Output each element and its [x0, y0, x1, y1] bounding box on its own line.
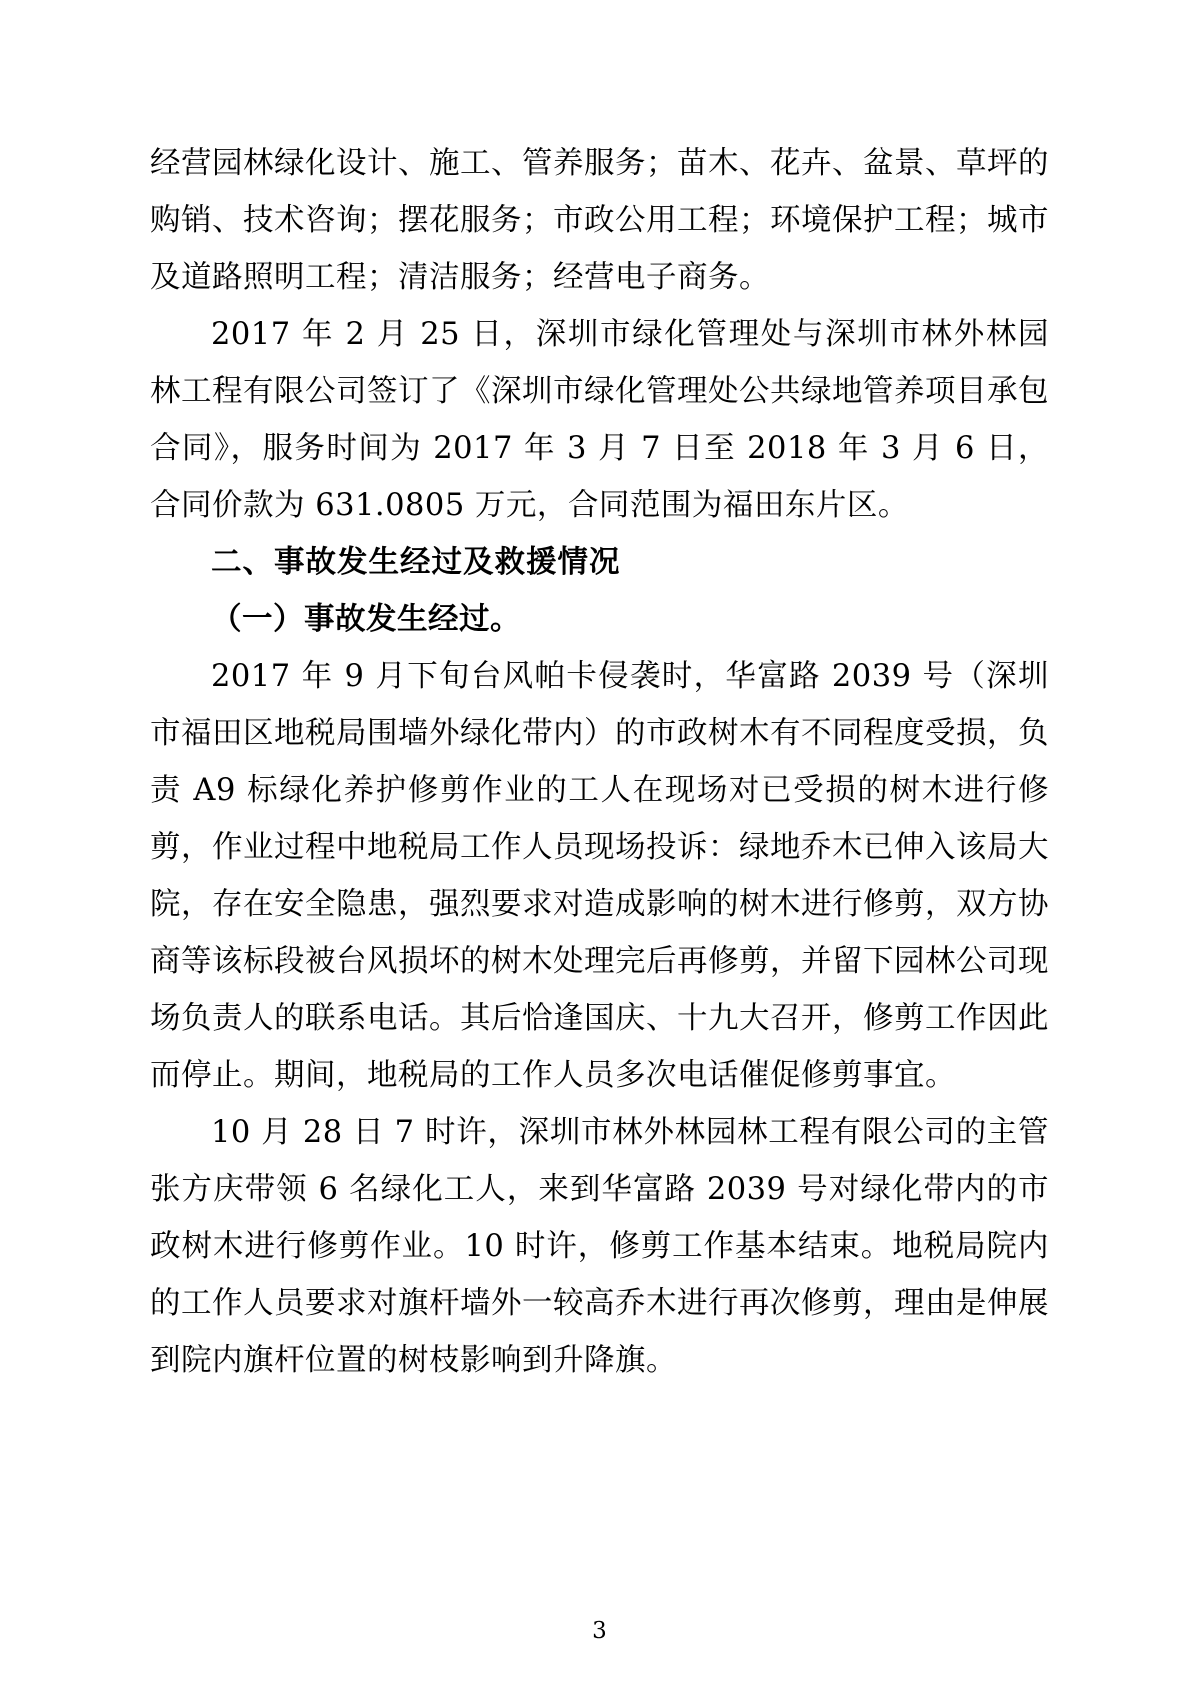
section-heading-accident-process: 二、事故发生经过及救援情况 [211, 544, 621, 580]
paragraph-contract-details: 2017 年 2 月 25 日，深圳市绿化管理处与深圳市林外林园林工程有限公司签订了《深圳市绿化管理处公共绿地管养项目承包合同》，服务时间为 2017 年 3 月 7 日至 2018 年 3 月 6 日，合同价款为 631.0805 万元，合同范围为福田东片区。 [150, 317, 1049, 523]
document-body [150, 135, 1049, 1389]
subsection-heading-accident-occurrence: （一）事故发生经过。 [211, 601, 521, 637]
paragraph-october-pruning: 10 月 28 日 7 时许，深圳市林外林园林工程有限公司的主管张方庆带领 6 名绿化工人，来到华富路 2039 号对绿化带内的市政树木进行修剪作业。10 时许，修剪工作基本结束。地税局院内的工作人员要求对旗杆墙外一较高乔木进行再次修剪，理由是伸展到院内旗杆位置的树枝影响到升降旗。 [150, 1115, 1049, 1378]
paragraph-business-scope: 经营园林绿化设计、施工、管养服务；苗木、花卉、盆景、草坪的购销、技术咨询；摆花服务；市政公用工程；环境保护工程；城市及道路照明工程；清洁服务；经营电子商务。 [150, 146, 1049, 295]
paragraph-typhoon-background: 2017 年 9 月下旬台风帕卡侵袭时，华富路 2039 号（深圳市福田区地税局围墙外绿化带内）的市政树木有不同程度受损，负责 A9 标绿化养护修剪作业的工人在现场对已受损的树木进行修剪，作业过程中地税局工作人员现场投诉：绿地乔木已伸入该局大院，存在安全隐患，强烈要求对造成影响的树木进行修剪，双方协商等该标段被台风损坏的树木处理完后再修剪，并留下园林公司现场负责人的联系电话。其后恰逢国庆、十九大召开，修剪工作因此而停止。期间，地税局的工作人员多次电话催促修剪事宜。 [150, 659, 1049, 1093]
page-number: 3 [592, 1618, 607, 1644]
